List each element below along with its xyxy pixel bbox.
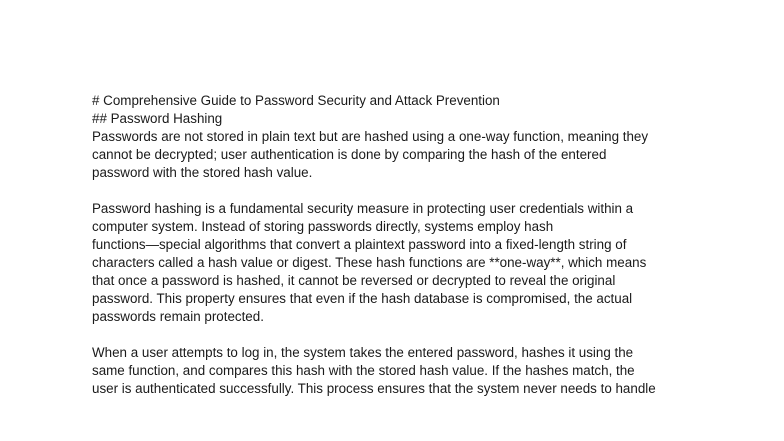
paragraph-line: passwords remain protected. [92,309,264,324]
paragraph-line: same function, and compares this hash with the stored hash value. If the hashes match, the [92,363,635,378]
paragraph-line: When a user attempts to log in, the system takes the entered password, hashes it using the [92,345,634,360]
paragraph-line: computer system. Instead of storing passwords directly, systems employ hash [92,219,554,234]
paragraph-line: Passwords are not stored in plain text but are hashed using a one-way function, meaning they [92,129,649,144]
document-heading-1: # Comprehensive Guide to Password Security and Attack Prevention [92,93,500,108]
paragraph-line: password. This property ensures that even if the hash database is compromised, the actual [92,291,633,306]
paragraph-line: cannot be decrypted; user authentication is done by comparing the hash of the entered [92,147,607,162]
paragraph-line: functions—special algorithms that convert a plaintext password into a fixed-length string of [92,237,627,252]
paragraph-line: password with the stored hash value. [92,165,313,180]
paragraph-line: that once a password is hashed, it cannot be reversed or decrypted to reveal the original [92,273,616,288]
section-heading-password-hashing: ## Password Hashing [92,111,223,126]
paragraph-line: Password hashing is a fundamental security measure in protecting user credentials within a [92,201,634,216]
paragraph-line: user is authenticated successfully. This process ensures that the system never needs to handle [92,381,656,396]
paragraph-3 [92,344,692,398]
document-body [92,92,692,416]
paragraph-line: characters called a hash value or digest. These hash functions are **one-way**, which means [92,255,647,270]
paragraph-1 [92,128,692,182]
paragraph-2 [92,200,692,326]
